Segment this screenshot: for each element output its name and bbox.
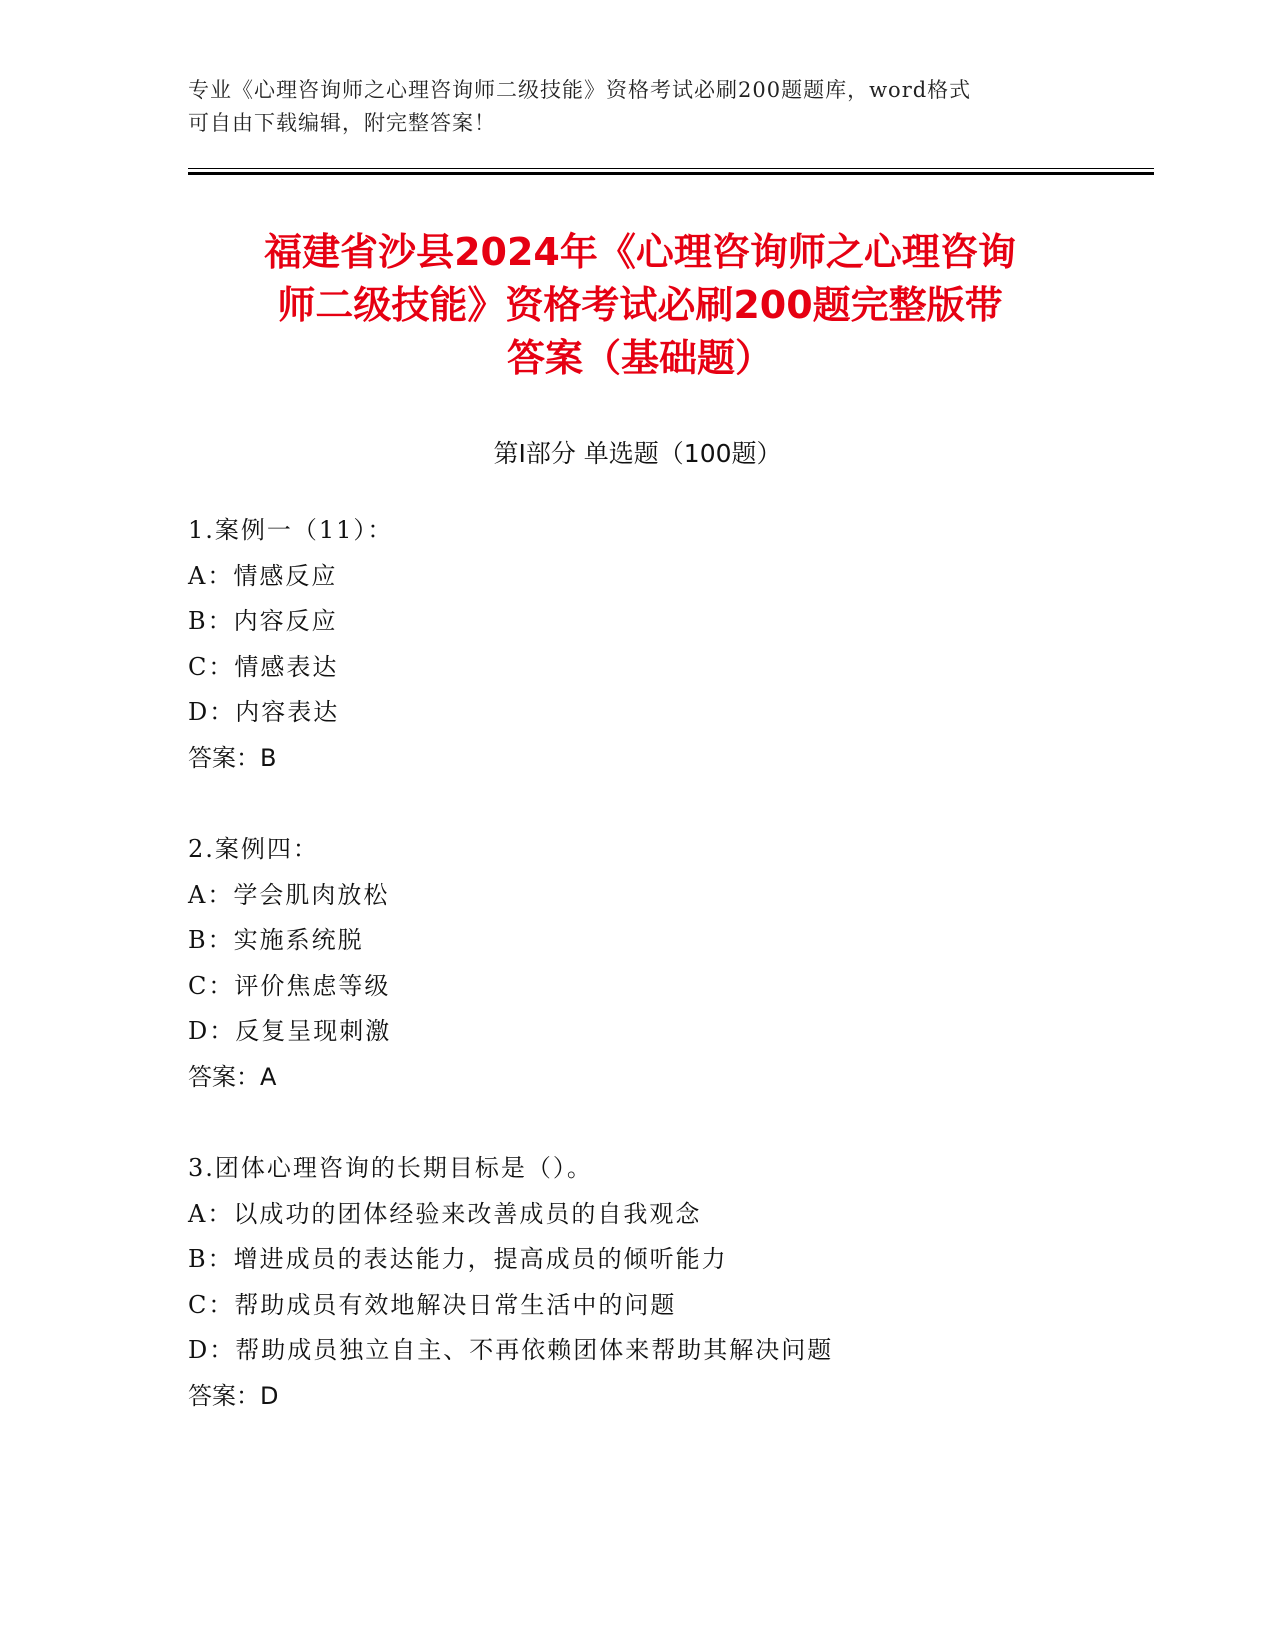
answer-line: 答案：B [188, 743, 277, 772]
option-d: D：内容表达 [188, 698, 340, 726]
option-d: D：帮助成员独立自主、不再依赖团体来帮助其解决问题 [188, 1336, 834, 1364]
option-d: D：反复呈现刺激 [188, 1017, 392, 1045]
option-b: B：实施系统脱 [188, 926, 364, 954]
title-line-1: 福建省沙县2024年《心理咨询师之心理咨询 [264, 230, 1016, 274]
section-title: 第Ⅰ部分 单选题（100题） [493, 439, 782, 468]
option-c: C：帮助成员有效地解决日常生活中的问题 [188, 1290, 677, 1319]
question-block [188, 827, 1148, 1100]
question-block [188, 508, 1148, 781]
title-line-3: 答案（基础题） [506, 336, 773, 380]
option-b: B：内容反应 [188, 607, 338, 635]
option-b: B：增进成员的表达能力，提高成员的倾听能力 [188, 1245, 728, 1273]
answer-line: 答案：D [188, 1381, 279, 1410]
header-divider-thick [188, 172, 1154, 175]
title-line-2: 师二级技能》资格考试必刷200题完整版带 [277, 283, 1003, 327]
option-a: A：以成功的团体经验来改善成员的自我观念 [188, 1199, 702, 1228]
question-stem: 2.案例四： [188, 835, 319, 863]
answer-line: 答案：A [188, 1062, 277, 1091]
document-title [150, 226, 1130, 385]
option-c: C：评价焦虑等级 [188, 971, 391, 1000]
option-c: C：情感表达 [188, 652, 339, 681]
question-stem: 3.团体心理咨询的长期目标是（）。 [188, 1154, 593, 1182]
option-a: A：情感反应 [188, 561, 338, 590]
header-divider-thin [188, 168, 1154, 169]
document-header-note [188, 74, 1088, 140]
option-a: A：学会肌肉放松 [188, 880, 390, 909]
question-block [188, 1146, 1148, 1419]
header-note-line-1: 专业《心理咨询师之心理咨询师二级技能》资格考试必刷200题题库，word格式 [188, 78, 972, 102]
question-stem: 1.案例一（11）： [188, 516, 394, 544]
header-note-line-2: 可自由下载编辑，附完整答案！ [188, 111, 496, 135]
